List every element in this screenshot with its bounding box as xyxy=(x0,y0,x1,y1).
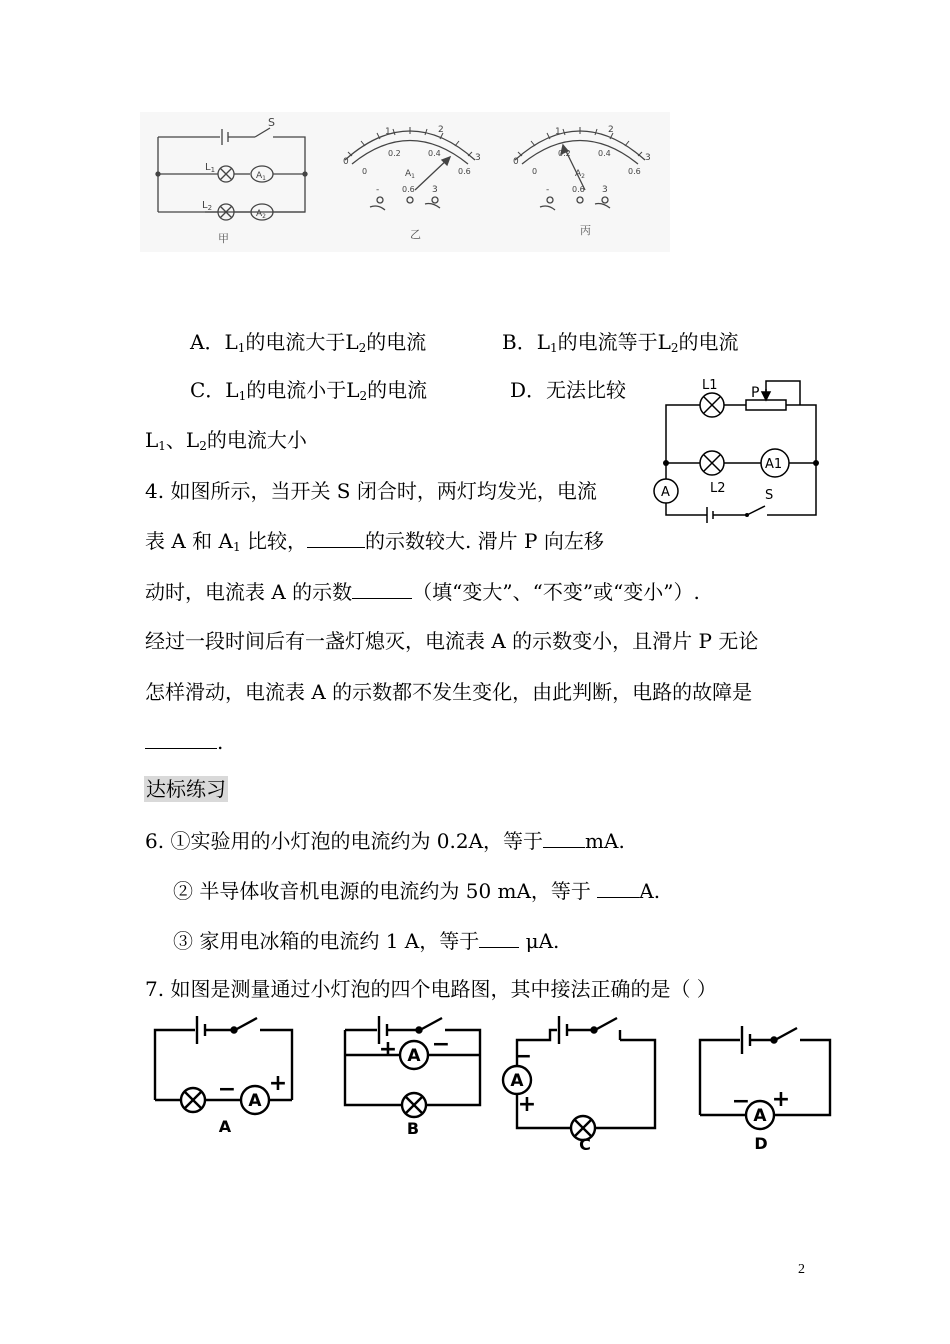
svg-text:P: P xyxy=(751,385,760,401)
svg-text:C: C xyxy=(579,1135,591,1154)
svg-text:0.6: 0.6 xyxy=(402,185,415,194)
svg-text:0: 0 xyxy=(513,157,519,167)
svg-text:0.4: 0.4 xyxy=(598,149,611,158)
circuit-c xyxy=(503,1016,655,1140)
q4-line2: 表 A 和 $A_1$ 比较， 的示数较大. 滑片 P 向左移 xyxy=(145,529,604,554)
q6-line3: ③ 家用电冰箱的电流约 1 A，等于 μA. xyxy=(173,929,560,953)
svg-text:3: 3 xyxy=(602,185,608,195)
q6-line2: ② 半导体收音机电源的电流约为 50 mA，等于 A. xyxy=(173,879,661,903)
svg-text:1: 1 xyxy=(555,127,561,137)
q6-line1: 6. ①实验用的小灯泡的电流约为 0.2A，等于 mA. xyxy=(145,829,625,853)
svg-text:3: 3 xyxy=(432,185,438,195)
q6-blank-2[interactable] xyxy=(597,879,639,898)
svg-text:A1: $A_1$ xyxy=(405,169,415,180)
q4-blank-1[interactable] xyxy=(307,529,365,548)
svg-text:3: 3 xyxy=(645,153,651,163)
figure-q7-circuits xyxy=(145,1010,845,1160)
page-number: 2 xyxy=(798,1262,805,1277)
svg-text:0: 0 xyxy=(532,167,538,176)
svg-text:-: - xyxy=(546,185,550,195)
svg-text:+: + xyxy=(268,1071,288,1096)
svg-text:A2: $A_2$ xyxy=(575,169,585,180)
q4-line6: . xyxy=(145,729,223,755)
svg-text:A: A xyxy=(510,1071,524,1091)
svg-text:A: A xyxy=(753,1106,767,1126)
svg-text:+: + xyxy=(771,1087,791,1112)
svg-text:A1: $A_1$ xyxy=(256,171,266,182)
circuit-b xyxy=(345,1016,480,1117)
q6-blank-1[interactable] xyxy=(543,829,585,848)
svg-text:+: + xyxy=(378,1037,398,1062)
svg-text:0.6: 0.6 xyxy=(628,167,641,176)
svg-text:1: 1 xyxy=(385,127,391,137)
q4-line4: 经过一段时间后有一盏灯熄灭，电流表 A 的示数变小，且滑片 P 无论 xyxy=(145,629,759,653)
q3-option-d: D．无法比较 xyxy=(510,378,627,402)
section-title: 达标练习 xyxy=(146,777,226,801)
svg-text:L2: L2 xyxy=(710,481,726,496)
svg-text:L2: $L_2$ xyxy=(202,200,213,212)
figure-top-circuit-and-meters xyxy=(140,112,670,252)
bing-caption: 丙 xyxy=(580,224,591,237)
svg-text:A1: A1 xyxy=(765,457,783,472)
q4-line1: 4. 如图所示，当开关 S 闭合时，两灯均发光，电流 xyxy=(145,479,597,503)
svg-text:0.4: 0.4 xyxy=(428,149,441,158)
jia-s-label: S xyxy=(268,116,275,129)
q6-blank-3[interactable] xyxy=(479,929,519,948)
svg-text:0: 0 xyxy=(362,167,368,176)
svg-text:−: − xyxy=(431,1032,451,1057)
svg-text:L1: $L_1$ xyxy=(205,162,216,174)
svg-text:-: - xyxy=(376,185,380,195)
svg-text:3: 3 xyxy=(475,153,481,163)
q4-line3: 动时，电流表 A 的示数 （填“变大”、“不变”或“变小”）. xyxy=(145,580,700,604)
svg-text:−: − xyxy=(731,1089,751,1114)
svg-text:B: B xyxy=(406,1119,420,1138)
jia-caption: 甲 xyxy=(218,232,229,245)
q7-question: 7. 如图是测量通过小灯泡的四个电路图，其中接法正确的是（ ） xyxy=(145,977,717,1001)
svg-text:−: − xyxy=(217,1077,237,1102)
q4-blank-2[interactable] xyxy=(352,580,412,599)
q3-option-c: C．$L_1$的电流小于$L_2$的电流 xyxy=(190,378,428,403)
svg-text:+: + xyxy=(517,1092,537,1117)
svg-text:0: 0 xyxy=(343,157,349,167)
q3-option-a: A．$L_1$的电流大于$L_2$的电流 xyxy=(190,330,427,355)
svg-text:0.6: 0.6 xyxy=(458,167,471,176)
svg-text:A: A xyxy=(407,1046,421,1066)
svg-text:L1: L1 xyxy=(702,378,718,393)
svg-text:2: 2 xyxy=(608,125,614,135)
figure-q4-circuit xyxy=(650,375,830,525)
svg-text:S: S xyxy=(765,488,774,503)
svg-text:A: A xyxy=(248,1091,262,1111)
q4-line5: 怎样滑动，电流表 A 的示数都不发生变化，由此判断，电路的故障是 xyxy=(145,680,753,704)
svg-text:A2: $A_2$ xyxy=(256,209,266,220)
svg-text:2: 2 xyxy=(438,125,444,135)
q3-option-d-continued: $L_1$、$L_2$的电流大小 xyxy=(145,428,307,453)
yi-caption: 乙 xyxy=(410,228,421,241)
q3-option-b: B．$L_1$的电流等于$L_2$的电流 xyxy=(502,330,739,355)
svg-text:0.2: 0.2 xyxy=(388,149,401,158)
svg-text:0.6: 0.6 xyxy=(572,185,585,194)
q4-blank-3[interactable] xyxy=(145,730,217,749)
svg-text:A: A xyxy=(661,485,670,500)
svg-text:D: D xyxy=(754,1134,768,1153)
svg-text:−: − xyxy=(513,1044,533,1069)
svg-text:A: A xyxy=(218,1117,232,1136)
svg-text:0.2: 0.2 xyxy=(558,149,571,158)
